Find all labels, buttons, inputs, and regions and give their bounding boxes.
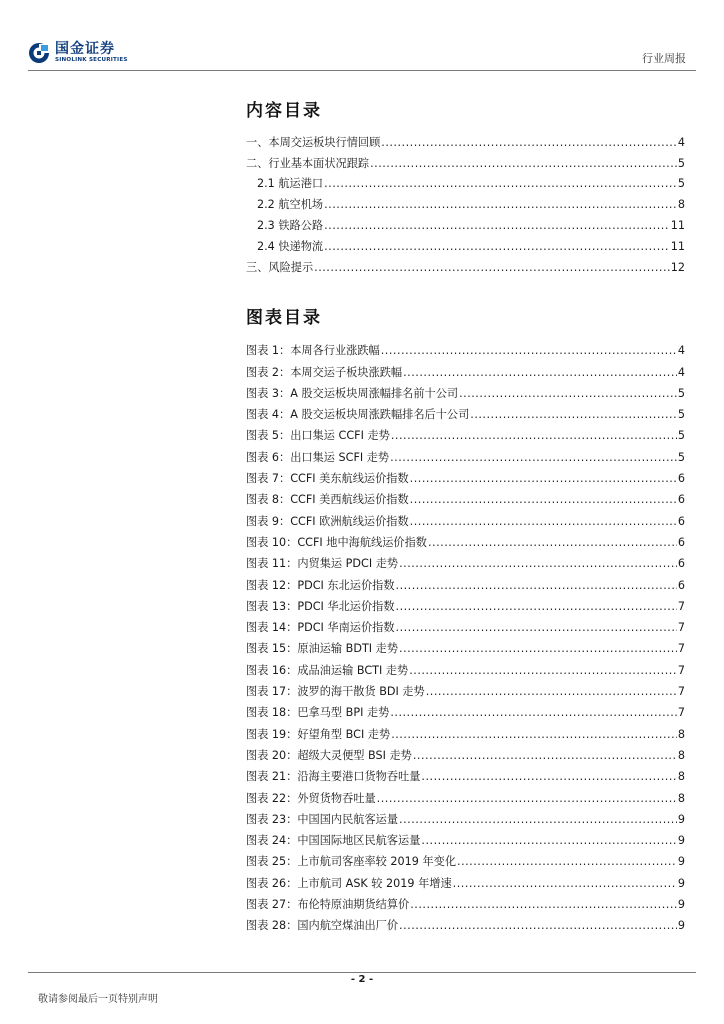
toc-leader-dots [324,177,677,190]
toc-entry[interactable] [246,911,685,932]
toc-entry-label: 图表 12：PDCI 东北运价指数 [246,578,395,592]
toc-entry-page: 7 [677,621,685,635]
toc-leader-dots [410,898,677,911]
toc-entry[interactable] [246,421,685,442]
toc-entry[interactable] [246,485,685,506]
toc-entry[interactable] [246,783,685,804]
toc-entry-label: 二、行业基本面状况跟踪 [246,156,370,170]
toc-entry-label: 图表 15：原油运输 BDTI 走势 [246,642,399,656]
toc-entry-page: 5 [677,156,685,170]
toc-leader-dots [396,621,677,634]
toc-leader-dots [470,408,677,421]
header-divider [28,70,696,71]
toc-leader-dots [370,157,677,170]
toc-entry-label: 图表 18：巴拿马型 BPI 走势 [246,706,390,720]
toc-entry-label: 图表 26：上市航司 ASK 较 2019 年增速 [246,876,452,890]
toc-entry-label: 图表 11：内贸集运 PDCI 走势 [246,557,399,571]
toc-entry[interactable] [246,847,685,868]
toc-entry-page: 9 [677,898,685,912]
toc-entry[interactable] [246,868,685,889]
footer-divider [28,972,696,973]
toc-leader-dots [314,261,670,274]
toc-leader-dots [381,344,677,357]
toc-entry-page: 12 [670,260,685,274]
logo-chinese-name: 国金证券 [55,41,115,57]
toc-leader-dots [459,387,677,400]
toc-entry-label: 2.4 快递物流 [257,239,324,253]
toc-leader-dots [391,429,677,442]
toc-entry-page: 5 [677,386,685,400]
toc-leader-dots [396,600,677,613]
toc-leader-dots [410,472,677,485]
toc-entry-label: 图表 13：PDCI 华北运价指数 [246,599,395,613]
toc-entry-page: 6 [677,493,685,507]
toc-leader-dots [426,685,677,698]
toc-entry[interactable] [246,464,685,485]
toc-leader-dots [390,451,677,464]
toc-entry[interactable] [246,677,685,698]
toc-leader-dots [399,557,677,570]
toc-entry[interactable] [246,826,685,847]
logo-english-name: SINOLINK SECURITIES [55,57,128,63]
toc-entry[interactable] [246,190,685,211]
toc-entry[interactable] [246,442,685,463]
toc-entry-label: 图表 17：波罗的海干散货 BDI 走势 [246,685,425,699]
toc-entry-label: 图表 2：本周交运子板块涨跌幅 [246,365,403,379]
toc-entry-label: 图表 8：CCFI 美西航线运价指数 [246,493,409,507]
toc-entry[interactable] [246,232,685,253]
toc-entry[interactable] [246,400,685,421]
toc-entry[interactable] [246,149,685,170]
figures-title: 图表目录 [246,308,322,328]
toc-entry[interactable] [246,634,685,655]
toc-entry[interactable] [246,357,685,378]
toc-entry-label: 图表 21：沿海主要港口货物吞吐量 [246,770,421,784]
toc-leader-dots [324,240,670,253]
toc-entry[interactable] [246,698,685,719]
toc-leader-dots [410,515,677,528]
logo-icon [28,42,50,64]
toc-entry-page: 6 [677,578,685,592]
contents-title: 内容目录 [246,101,322,121]
toc-leader-dots [421,770,676,783]
toc-entry-page: 8 [677,791,685,805]
figures-list [246,336,685,932]
page-header [0,0,724,72]
toc-entry-label: 2.3 铁路公路 [257,218,324,232]
toc-entry-page: 11 [670,239,685,253]
toc-entry-page: 9 [677,812,685,826]
toc-entry[interactable] [246,379,685,400]
contents-list [246,128,685,274]
toc-leader-dots [457,855,677,868]
toc-entry[interactable] [246,762,685,783]
toc-entry-label: 图表 14：PDCI 华南运价指数 [246,621,395,635]
toc-entry-page: 9 [677,855,685,869]
toc-entry[interactable] [246,741,685,762]
toc-entry[interactable] [246,253,685,274]
toc-entry[interactable] [246,805,685,826]
toc-entry[interactable] [246,506,685,527]
toc-entry-page: 4 [677,135,685,149]
toc-entry-label: 图表 3：A 股交运板块周涨幅排名前十公司 [246,386,459,400]
toc-entry-label: 图表 19：好望角型 BCI 走势 [246,727,391,741]
toc-entry[interactable] [246,128,685,149]
toc-entry[interactable] [246,655,685,676]
toc-entry[interactable] [246,890,685,911]
toc-entry-page: 8 [677,748,685,762]
toc-entry-page: 11 [670,218,685,232]
toc-leader-dots [391,728,677,741]
toc-leader-dots [381,136,677,149]
toc-entry-page: 5 [677,429,685,443]
toc-entry-label: 图表 5：出口集运 CCFI 走势 [246,429,390,443]
toc-entry-page: 9 [677,876,685,890]
toc-entry-label: 图表 28：国内航空煤油出厂价 [246,919,399,933]
toc-entry-label: 图表 20：超级大灵便型 BSI 走势 [246,748,412,762]
toc-entry-label: 2.2 航空机场 [257,198,324,212]
toc-entry-label: 图表 27：布伦特原油期货结算价 [246,898,410,912]
toc-entry-label: 三、风险提示 [246,260,314,274]
toc-entry[interactable] [246,336,685,357]
page-number: - 2 - [350,974,374,985]
toc-leader-dots [413,749,677,762]
toc-entry-page: 7 [677,706,685,720]
toc-leader-dots [399,919,677,932]
toc-leader-dots [428,536,677,549]
footer-disclaimer: 敬请参阅最后一页特别声明 [38,994,158,1005]
toc-entry[interactable] [246,211,685,232]
toc-leader-dots [421,834,676,847]
toc-entry[interactable] [246,528,685,549]
toc-entry-label: 图表 25：上市航司客座率较 2019 年变化 [246,855,457,869]
toc-entry-page: 5 [677,177,685,191]
toc-entry-page: 6 [677,535,685,549]
toc-entry-label: 图表 24：中国国际地区民航客运量 [246,834,421,848]
toc-leader-dots [324,198,677,211]
toc-leader-dots [399,813,677,826]
toc-leader-dots [403,366,677,379]
toc-entry-page: 8 [677,198,685,212]
toc-entry[interactable] [246,570,685,591]
toc-leader-dots [399,642,677,655]
toc-entry-page: 7 [677,685,685,699]
toc-entry-page: 7 [677,642,685,656]
toc-entry-label: 图表 1：本周各行业涨跌幅 [246,344,380,358]
toc-leader-dots [453,877,677,890]
toc-entry-page: 8 [677,770,685,784]
toc-entry[interactable] [246,592,685,613]
toc-entry-label: 图表 16：成品油运输 BCTI 走势 [246,663,409,677]
toc-leader-dots [410,493,677,506]
report-type: 行业周报 [642,52,686,65]
toc-entry-label: 图表 9：CCFI 欧洲航线运价指数 [246,514,409,528]
toc-entry[interactable] [246,549,685,570]
toc-entry[interactable] [246,613,685,634]
toc-entry-page: 6 [677,557,685,571]
toc-entry[interactable] [246,719,685,740]
toc-leader-dots [377,792,677,805]
toc-entry-page: 7 [677,663,685,677]
toc-entry-page: 8 [677,727,685,741]
toc-entry-page: 4 [677,365,685,379]
toc-entry-page: 6 [677,472,685,486]
toc-entry-page: 9 [677,834,685,848]
toc-entry[interactable] [246,170,685,191]
toc-entry-page: 9 [677,919,685,933]
toc-entry-label: 一、本周交运板块行情回顾 [246,135,381,149]
toc-entry-page: 5 [677,450,685,464]
company-logo [28,42,128,64]
toc-entry-page: 5 [677,408,685,422]
toc-entry-label: 图表 22：外贸货物吞吐量 [246,791,376,805]
toc-leader-dots [409,664,677,677]
toc-entry-page: 4 [677,344,685,358]
toc-entry-label: 2.1 航运港口 [257,177,324,191]
toc-entry-label: 图表 23：中国国内民航客运量 [246,812,399,826]
toc-entry-label: 图表 10：CCFI 地中海航线运价指数 [246,535,427,549]
toc-entry-label: 图表 6：出口集运 SCFI 走势 [246,450,390,464]
toc-leader-dots [390,706,677,719]
toc-entry-label: 图表 7：CCFI 美东航线运价指数 [246,472,409,486]
toc-entry-page: 7 [677,599,685,613]
toc-leader-dots [396,579,677,592]
toc-entry-page: 6 [677,514,685,528]
toc-entry-label: 图表 4：A 股交运板块周涨跌幅排名后十公司 [246,408,470,422]
toc-leader-dots [324,219,670,232]
